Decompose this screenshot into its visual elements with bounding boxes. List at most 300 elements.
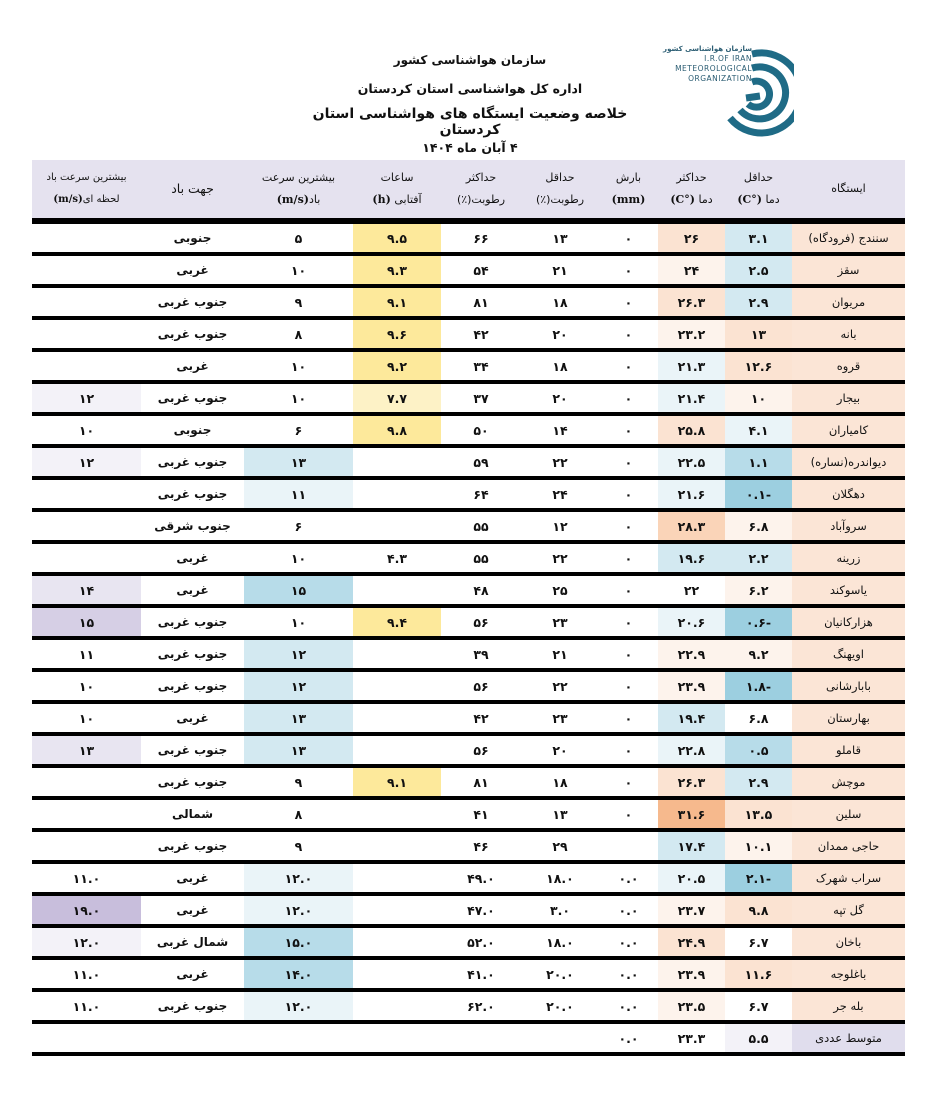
max-wind-speed: ۱۳	[244, 734, 353, 766]
max-wind-speed: ۹	[244, 766, 353, 798]
sunshine-hours	[353, 862, 441, 894]
table-row	[32, 254, 905, 286]
col-tmin: حداقل دما (°C)	[725, 160, 792, 221]
max-humidity: ۴۲	[441, 702, 521, 734]
max-humidity: ۳۹	[441, 638, 521, 670]
gust-speed: ۱۰	[32, 702, 141, 734]
precipitation: ۰	[599, 638, 658, 670]
min-temp: ۶.۸	[725, 510, 792, 542]
station-name: هزارکانیان	[792, 606, 905, 638]
min-humidity: ۲۵	[521, 574, 599, 606]
station-name: قروه	[792, 350, 905, 382]
max-wind-speed: ۶	[244, 510, 353, 542]
min-humidity: ۱۸	[521, 286, 599, 318]
max-humidity: ۸۱	[441, 286, 521, 318]
wind-direction: جنوب غربی	[141, 766, 244, 798]
max-humidity: ۵۴	[441, 254, 521, 286]
wind-direction: شمال غربی	[141, 926, 244, 958]
average-max-temp: ۲۳.۳	[658, 1022, 725, 1054]
table-row	[32, 638, 905, 670]
precipitation: ۰	[599, 382, 658, 414]
col-hmin: حداقل رطوبت(٪)	[521, 160, 599, 221]
max-wind-speed: ۱۲	[244, 670, 353, 702]
max-humidity: ۴۶	[441, 830, 521, 862]
min-temp: ۱۱.۶	[725, 958, 792, 990]
precipitation: ۰	[599, 510, 658, 542]
max-wind-speed: ۱۲.۰	[244, 862, 353, 894]
wind-direction: جنوب غربی	[141, 318, 244, 350]
gust-speed: ۱۴	[32, 574, 141, 606]
gust-speed: ۱۱.۰	[32, 958, 141, 990]
max-humidity: ۴۱	[441, 798, 521, 830]
max-humidity: ۴۹.۰	[441, 862, 521, 894]
station-name: قاملو	[792, 734, 905, 766]
min-humidity: ۱۸	[521, 350, 599, 382]
sunshine-hours: ۹.۶	[353, 318, 441, 350]
max-humidity: ۳۷	[441, 382, 521, 414]
max-temp: ۱۹.۴	[658, 702, 725, 734]
max-wind-speed: ۱۱	[244, 478, 353, 510]
max-temp: ۲۴	[658, 254, 725, 286]
max-humidity: ۵۶	[441, 734, 521, 766]
average-min-humidity	[521, 1022, 599, 1054]
table-row	[32, 574, 905, 606]
max-temp: ۲۲	[658, 574, 725, 606]
col-hmax: حداکثر رطوبت(٪)	[441, 160, 521, 221]
col-sunshine: ساعات آفتابی (h)	[353, 160, 441, 221]
min-temp: ۱۳	[725, 318, 792, 350]
max-temp: ۲۳.۹	[658, 958, 725, 990]
max-wind-speed: ۱۳	[244, 446, 353, 478]
min-temp: ۴.۱	[725, 414, 792, 446]
max-humidity: ۶۲.۰	[441, 990, 521, 1022]
station-name: باخان	[792, 926, 905, 958]
max-humidity: ۴۷.۰	[441, 894, 521, 926]
report-date: ۴ آبان ماه ۱۴۰۴	[422, 140, 518, 155]
table-row	[32, 670, 905, 702]
sunshine-hours: ۹.۵	[353, 221, 441, 254]
min-humidity: ۱۸	[521, 766, 599, 798]
precipitation: ۰	[599, 734, 658, 766]
gust-speed: ۱۱.۰	[32, 990, 141, 1022]
min-temp: ۱۳.۵	[725, 798, 792, 830]
average-sunshine-hours	[353, 1022, 441, 1054]
min-humidity: ۲۱	[521, 254, 599, 286]
sunshine-hours: ۹.۱	[353, 286, 441, 318]
max-wind-speed: ۱۰	[244, 350, 353, 382]
wind-direction: غربی	[141, 862, 244, 894]
min-humidity: ۱۸.۰	[521, 862, 599, 894]
station-name: حاجی ممدان	[792, 830, 905, 862]
table-row	[32, 606, 905, 638]
sunshine-hours	[353, 830, 441, 862]
station-name: سقز	[792, 254, 905, 286]
col-station: ایستگاه	[792, 160, 905, 221]
station-name: سلین	[792, 798, 905, 830]
gust-speed	[32, 478, 141, 510]
max-temp: ۲۶.۳	[658, 286, 725, 318]
wind-direction: غربی	[141, 350, 244, 382]
precipitation: ۰	[599, 254, 658, 286]
average-max-humidity	[441, 1022, 521, 1054]
max-wind-speed: ۱۰	[244, 254, 353, 286]
max-wind-speed: ۸	[244, 798, 353, 830]
station-name: دیواندره(نساره)	[792, 446, 905, 478]
sunshine-hours	[353, 734, 441, 766]
gust-speed	[32, 221, 141, 254]
precipitation	[599, 830, 658, 862]
gust-speed: ۱۲	[32, 446, 141, 478]
sunshine-hours: ۹.۸	[353, 414, 441, 446]
sunshine-hours: ۹.۲	[353, 350, 441, 382]
min-temp: ۹.۸	[725, 894, 792, 926]
max-temp: ۲۲.۹	[658, 638, 725, 670]
station-name: سنندج (فرودگاه)	[792, 221, 905, 254]
table-row	[32, 990, 905, 1022]
max-wind-speed: ۹	[244, 286, 353, 318]
min-humidity: ۲۴	[521, 478, 599, 510]
max-temp: ۲۳.۹	[658, 670, 725, 702]
min-temp: ۱۲.۶	[725, 350, 792, 382]
max-humidity: ۶۴	[441, 478, 521, 510]
table-row	[32, 862, 905, 894]
precipitation: ۰	[599, 286, 658, 318]
precipitation: ۰	[599, 446, 658, 478]
max-wind-speed: ۱۴.۰	[244, 958, 353, 990]
min-temp: -۱.۸	[725, 670, 792, 702]
min-temp: ۲.۹	[725, 766, 792, 798]
station-name: زرینه	[792, 542, 905, 574]
max-humidity: ۵۰	[441, 414, 521, 446]
precipitation: ۰	[599, 350, 658, 382]
gust-speed: ۱۹.۰	[32, 894, 141, 926]
table-row	[32, 894, 905, 926]
station-name: باغلوجه	[792, 958, 905, 990]
precipitation: ۰	[599, 542, 658, 574]
min-humidity: ۲۳	[521, 702, 599, 734]
max-wind-speed: ۵	[244, 221, 353, 254]
precipitation: ۰	[599, 414, 658, 446]
sunshine-hours	[353, 990, 441, 1022]
wind-direction: شمالی	[141, 798, 244, 830]
min-humidity: ۱۴	[521, 414, 599, 446]
precipitation: ۰	[599, 574, 658, 606]
table-row	[32, 798, 905, 830]
max-wind-speed: ۱۲.۰	[244, 990, 353, 1022]
min-temp: -۰.۶	[725, 606, 792, 638]
table-row	[32, 414, 905, 446]
station-name: سروآباد	[792, 510, 905, 542]
sunshine-hours	[353, 798, 441, 830]
precipitation: ۰.۰	[599, 958, 658, 990]
sunshine-hours	[353, 894, 441, 926]
wind-direction: جنوب غربی	[141, 478, 244, 510]
wind-direction: جنوب شرقی	[141, 510, 244, 542]
col-max-wind: بیشترین سرعت باد(m/s)	[244, 160, 353, 221]
max-temp: ۲۱.۴	[658, 382, 725, 414]
average-max-wind-speed	[244, 1022, 353, 1054]
col-wind-direction: جهت باد	[141, 160, 244, 221]
wind-direction: غربی	[141, 254, 244, 286]
gust-speed	[32, 798, 141, 830]
sunshine-hours	[353, 702, 441, 734]
precipitation: ۰	[599, 221, 658, 254]
table-row	[32, 478, 905, 510]
max-humidity: ۵۶	[441, 606, 521, 638]
sunshine-hours	[353, 958, 441, 990]
max-temp: ۲۶	[658, 221, 725, 254]
gust-speed	[32, 318, 141, 350]
max-wind-speed: ۱۰	[244, 382, 353, 414]
station-name: دهگلان	[792, 478, 905, 510]
min-humidity: ۱۲	[521, 510, 599, 542]
station-name: بانه	[792, 318, 905, 350]
max-temp: ۲۱.۶	[658, 478, 725, 510]
table-row	[32, 318, 905, 350]
wind-direction: جنوب غربی	[141, 734, 244, 766]
table-row	[32, 926, 905, 958]
table-row	[32, 350, 905, 382]
min-temp: ۶.۷	[725, 926, 792, 958]
table-row	[32, 221, 905, 254]
station-name: سراب شهرک	[792, 862, 905, 894]
min-humidity: ۱۳	[521, 221, 599, 254]
gust-speed: ۱۰	[32, 670, 141, 702]
report-title: خلاصه وضعیت ایستگاه های هواشناسی استان کردستان	[312, 106, 628, 138]
max-temp: ۲۱.۳	[658, 350, 725, 382]
precipitation: ۰	[599, 766, 658, 798]
max-wind-speed: ۶	[244, 414, 353, 446]
gust-speed	[32, 286, 141, 318]
precipitation: ۰	[599, 318, 658, 350]
station-name: کامیاران	[792, 414, 905, 446]
min-temp: ۱۰	[725, 382, 792, 414]
table-row	[32, 286, 905, 318]
min-humidity: ۲۳	[521, 606, 599, 638]
min-temp: ۳.۱	[725, 221, 792, 254]
max-wind-speed: ۱۲	[244, 638, 353, 670]
min-humidity: ۲۱	[521, 638, 599, 670]
gust-speed	[32, 542, 141, 574]
min-humidity: ۲۹	[521, 830, 599, 862]
precipitation: ۰	[599, 478, 658, 510]
max-wind-speed: ۱۲.۰	[244, 894, 353, 926]
min-humidity: ۲۲	[521, 670, 599, 702]
table-row	[32, 510, 905, 542]
max-temp: ۲۳.۷	[658, 894, 725, 926]
min-humidity: ۲۰.۰	[521, 990, 599, 1022]
wind-direction: غربی	[141, 702, 244, 734]
min-humidity: ۲۲	[521, 542, 599, 574]
gust-speed	[32, 350, 141, 382]
gust-speed	[32, 510, 141, 542]
col-precip: بارش (mm)	[599, 160, 658, 221]
max-temp: ۱۹.۶	[658, 542, 725, 574]
min-humidity: ۲۰	[521, 734, 599, 766]
max-wind-speed: ۱۰	[244, 606, 353, 638]
wind-direction: جنوب غربی	[141, 990, 244, 1022]
wind-direction: غربی	[141, 958, 244, 990]
max-humidity: ۵۹	[441, 446, 521, 478]
max-humidity: ۶۶	[441, 221, 521, 254]
wind-direction: جنوبی	[141, 221, 244, 254]
station-name: موچش	[792, 766, 905, 798]
gust-speed: ۱۲.۰	[32, 926, 141, 958]
wind-direction: جنوب غربی	[141, 382, 244, 414]
max-wind-speed: ۹	[244, 830, 353, 862]
average-station-name: متوسط عددی	[792, 1022, 905, 1054]
min-temp: ۰.۵	[725, 734, 792, 766]
org-name: سازمان هواشناسی کشور	[393, 53, 547, 67]
wind-direction: جنوب غربی	[141, 286, 244, 318]
max-temp: ۲۰.۵	[658, 862, 725, 894]
average-row	[32, 1022, 905, 1054]
station-name: اویهنگ	[792, 638, 905, 670]
max-humidity: ۳۴	[441, 350, 521, 382]
precipitation: ۰	[599, 702, 658, 734]
col-gust: بیشترین سرعت باد لحظه ای(m/s)	[32, 160, 141, 221]
max-wind-speed: ۱۳	[244, 702, 353, 734]
gust-speed: ۱۱.۰	[32, 862, 141, 894]
wind-direction: جنوب غربی	[141, 830, 244, 862]
report-header	[300, 45, 640, 155]
max-temp: ۲۳.۵	[658, 990, 725, 1022]
precipitation: ۰.۰	[599, 862, 658, 894]
station-name: بهارستان	[792, 702, 905, 734]
table-row	[32, 766, 905, 798]
sunshine-hours: ۹.۳	[353, 254, 441, 286]
sunshine-hours	[353, 670, 441, 702]
wind-direction: جنوب غربی	[141, 446, 244, 478]
max-humidity: ۵۲.۰	[441, 926, 521, 958]
table-row	[32, 702, 905, 734]
gust-speed	[32, 830, 141, 862]
wind-direction: غربی	[141, 574, 244, 606]
max-wind-speed: ۱۵	[244, 574, 353, 606]
min-temp: ۲.۵	[725, 254, 792, 286]
table-row	[32, 830, 905, 862]
gust-speed: ۱۰	[32, 414, 141, 446]
min-humidity: ۲۰	[521, 382, 599, 414]
min-temp: ۶.۷	[725, 990, 792, 1022]
min-temp: ۹.۲	[725, 638, 792, 670]
max-temp: ۲۲.۵	[658, 446, 725, 478]
wind-direction: جنوب غربی	[141, 638, 244, 670]
average-min-temp: ۵.۵	[725, 1022, 792, 1054]
wind-direction: جنوب غربی	[141, 670, 244, 702]
max-humidity: ۴۲	[441, 318, 521, 350]
max-humidity: ۵۵	[441, 510, 521, 542]
sunshine-hours: ۷.۷	[353, 382, 441, 414]
sunshine-hours: ۹.۱	[353, 766, 441, 798]
logo-text: سازمان هواشناسی کشور I.R.OF IRAN METEOROLOGICAL ORGANIZATION	[663, 45, 752, 83]
max-wind-speed: ۱۰	[244, 542, 353, 574]
department-name: اداره کل هواشناسی استان کردستان	[357, 81, 583, 96]
min-temp: ۶.۸	[725, 702, 792, 734]
sunshine-hours	[353, 926, 441, 958]
gust-speed: ۱۵	[32, 606, 141, 638]
min-humidity: ۲۰	[521, 318, 599, 350]
min-humidity: ۳.۰	[521, 894, 599, 926]
gust-speed: ۱۲	[32, 382, 141, 414]
gust-speed: ۱۳	[32, 734, 141, 766]
max-temp: ۳۱.۶	[658, 798, 725, 830]
sunshine-hours: ۹.۴	[353, 606, 441, 638]
sunshine-hours	[353, 638, 441, 670]
average-precipitation: ۰.۰	[599, 1022, 658, 1054]
station-name: یاسوکند	[792, 574, 905, 606]
min-humidity: ۱۳	[521, 798, 599, 830]
max-humidity: ۴۱.۰	[441, 958, 521, 990]
max-temp: ۲۲.۸	[658, 734, 725, 766]
sunshine-hours: ۴.۳	[353, 542, 441, 574]
precipitation: ۰	[599, 798, 658, 830]
max-temp: ۲۰.۶	[658, 606, 725, 638]
table-row	[32, 542, 905, 574]
table-row	[32, 958, 905, 990]
min-temp: ۶.۲	[725, 574, 792, 606]
table-row	[32, 446, 905, 478]
min-humidity: ۲۰.۰	[521, 958, 599, 990]
precipitation: ۰	[599, 606, 658, 638]
table-header-row	[32, 160, 905, 221]
station-name: بابارشانی	[792, 670, 905, 702]
station-name: گل تپه	[792, 894, 905, 926]
station-name: بله جر	[792, 990, 905, 1022]
table-row	[32, 734, 905, 766]
stations-table	[32, 160, 905, 1056]
min-temp: ۲.۹	[725, 286, 792, 318]
gust-speed: ۱۱	[32, 638, 141, 670]
wind-direction: غربی	[141, 894, 244, 926]
min-temp: ۱.۱	[725, 446, 792, 478]
max-temp: ۲۴.۹	[658, 926, 725, 958]
max-temp: ۲۶.۳	[658, 766, 725, 798]
wind-direction: جنوبی	[141, 414, 244, 446]
average-gust-speed	[32, 1022, 141, 1054]
wind-direction: غربی	[141, 542, 244, 574]
station-name: مریوان	[792, 286, 905, 318]
irimo-logo	[660, 42, 790, 134]
max-humidity: ۸۱	[441, 766, 521, 798]
max-humidity: ۵۵	[441, 542, 521, 574]
min-temp: ۲.۲	[725, 542, 792, 574]
precipitation: ۰	[599, 670, 658, 702]
max-temp: ۲۵.۸	[658, 414, 725, 446]
min-humidity: ۱۸.۰	[521, 926, 599, 958]
max-humidity: ۵۶	[441, 670, 521, 702]
min-temp: -۰.۱	[725, 478, 792, 510]
min-humidity: ۲۲	[521, 446, 599, 478]
max-wind-speed: ۸	[244, 318, 353, 350]
spiral-logo-icon	[722, 48, 794, 138]
max-humidity: ۴۸	[441, 574, 521, 606]
max-temp: ۲۸.۳	[658, 510, 725, 542]
sunshine-hours	[353, 478, 441, 510]
col-tmax: حداکثر دما (°C)	[658, 160, 725, 221]
wind-direction: جنوب غربی	[141, 606, 244, 638]
precipitation: ۰.۰	[599, 990, 658, 1022]
min-temp: ۱۰.۱	[725, 830, 792, 862]
sunshine-hours	[353, 574, 441, 606]
min-temp: -۲.۱	[725, 862, 792, 894]
max-temp: ۱۷.۴	[658, 830, 725, 862]
average-wind-direction	[141, 1022, 244, 1054]
max-wind-speed: ۱۵.۰	[244, 926, 353, 958]
precipitation: ۰.۰	[599, 894, 658, 926]
precipitation: ۰.۰	[599, 926, 658, 958]
station-name: بیجار	[792, 382, 905, 414]
